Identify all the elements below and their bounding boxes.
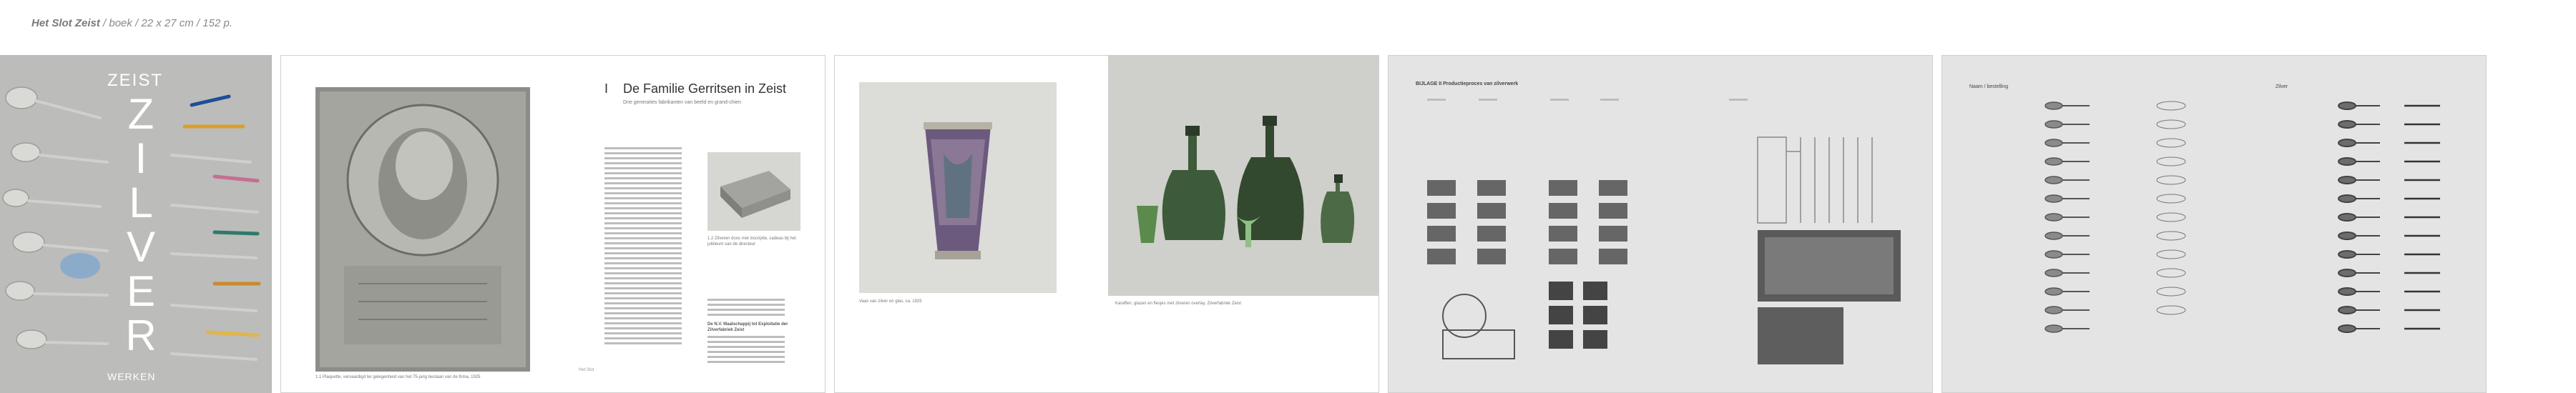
spread-production-appendix <box>1388 55 1933 393</box>
catalogue-right-heading: Zilver <box>2276 84 2288 89</box>
bottles-caption: Karaffen, glazen en flesjes met zilveren overlay, Zilverfabriek Zeist <box>1115 302 1241 306</box>
project-title: Het Slot Zeist <box>31 17 100 29</box>
chapter-number: I <box>604 81 609 96</box>
cover-bottom-word: WERKEN <box>107 371 156 382</box>
bronze-plaque-photo <box>315 87 530 372</box>
cutlery-drawings <box>1968 99 2469 370</box>
vase-photo <box>859 82 1057 293</box>
section-heading: De N.V. Maatschappij tot Exploitatie der Zilverfabriek Zeist <box>707 322 788 332</box>
book-cover <box>0 55 272 393</box>
cover-letter-z: Z <box>127 90 155 138</box>
appendix-heading: BIJLAGE II Productieproces van zilverwerk <box>1416 81 1519 86</box>
cover-letter-e: E <box>126 267 156 315</box>
silver-box-photo <box>707 152 800 231</box>
cover-letter-r: R <box>125 312 157 359</box>
bottles-photo <box>1108 56 1379 296</box>
body-text-column-2 <box>707 299 785 319</box>
cover-letter-v: V <box>126 223 156 271</box>
chapter-title: De Familie Gerritsen in Zeist <box>623 81 787 96</box>
chapter-subtitle: Drie generaties fabrikanten van beeld en grand-chien <box>623 100 741 105</box>
box-caption: 1.2 Zilveren doos met inscriptie, cadeau bij het jubileum van de directeur <box>707 237 796 247</box>
vase-caption: Vaas van zilver en glas, ca. 1925 <box>859 299 922 304</box>
plaque-caption: 1.1 Plaquette, vervaardigd ter gelegenheid van het 75-jarig bestaan van de firma, 1925 <box>315 375 481 379</box>
cover-top-word: ZEIST <box>107 71 164 90</box>
folio-right: Het Slot <box>579 368 594 372</box>
project-caption <box>31 17 232 29</box>
catalogue-left-heading: Naam / bestelling <box>1969 84 2009 89</box>
spread-glass-objects <box>834 55 1379 393</box>
cover-letters <box>116 92 166 358</box>
project-details: / boek / 22 x 27 cm / 152 p. <box>99 17 232 29</box>
body-text-column-3 <box>707 336 785 366</box>
cover-letter-l: L <box>129 179 153 227</box>
body-text-column-1 <box>604 147 682 347</box>
cover-letter-i: I <box>134 134 147 182</box>
spread-cutlery-catalogue <box>1941 55 2487 393</box>
production-diagrams <box>1414 94 1915 373</box>
spread-chapter-opening <box>280 55 826 393</box>
